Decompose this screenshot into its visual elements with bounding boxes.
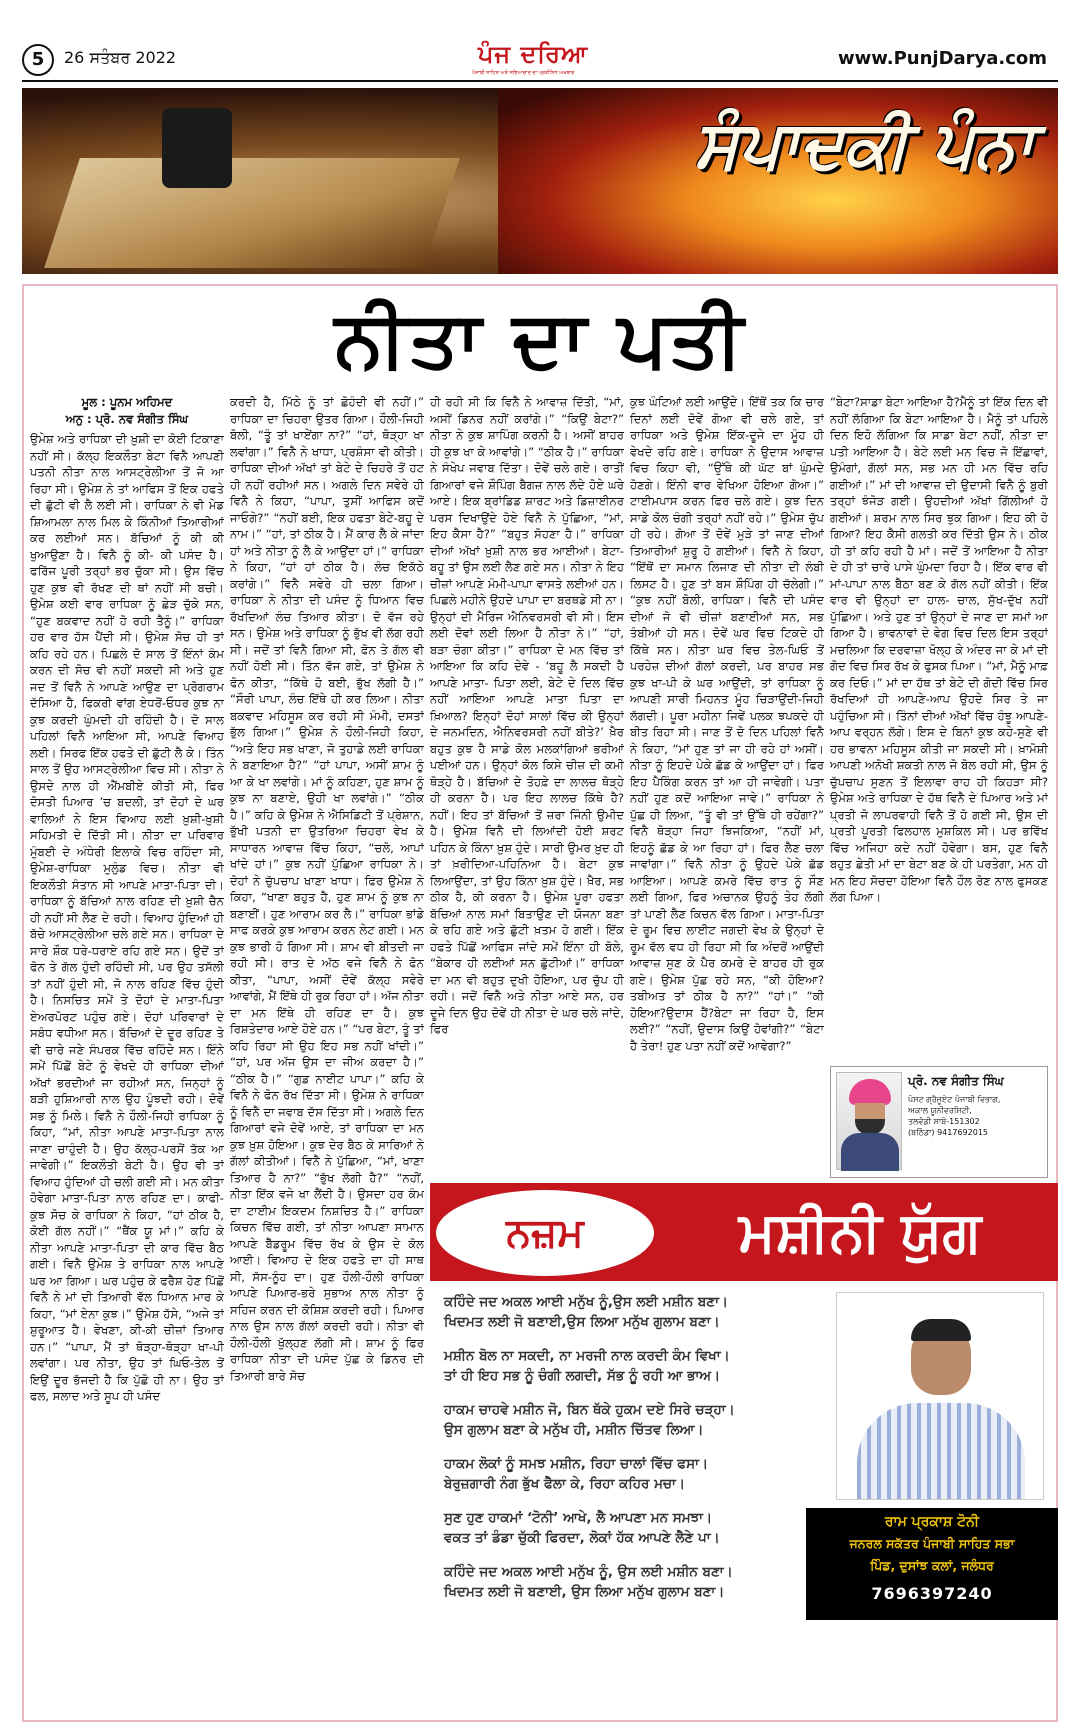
article-text: ਕਰਦੀ ਹੈ, ਮਿੱਠੇ ਨੂੰ ਤਾਂ ਛੋਹੰਦੀ ਵੀ ਨਹੀਂ।” ਰਾਧਿਕਾ ਦਾ ਚਿਹਰਾ ਉਤਰ ਗਿਆ। ਹੌਲੀ-ਜਿਹੀ ਬੋਲੀ, “ਤੂੰ ਤਾਂ ਖਾਏਂਗਾ ਨਾ?” “ਹਾਂ, ਥੋੜ੍ਹਾ ਖਾ ਲਵਾਂਗਾ।” ਵਿਨੈ ਨੇ ਖਾਧਾ, ਪ੍ਰਸ਼ੰਸਾ ਵੀ ਕੀਤੀ। ਰਾਧਿਕਾ ਦੀਆਂ ਅੱਖਾਂ ਤਾਂ ਬੇਟੇ ਦੇ ਚਿਹਰੇ ਤੋਂ ਹਟ ਹੀ ਨਹੀਂ ਰਹੀਆਂ ਸਨ। ਅਗਲੇ ਦਿਨ ਸਵੇਰੇ ਹੀ ਵਿਨੈ ਨੇ ਕਿਹਾ, “ਪਾਪਾ, ਤੁਸੀਂ ਆਫਿਸ ਕਦੋਂ ਜਾਓਗੇ?” “ਨਹੀਂ ਬਈ, ਇਕ ਹਫਤਾ ਬੇਟੇ-ਬਹੂ ਦੇ ਨਾਮ।” “ਹਾਂ, ਤਾਂ ਠੀਕ ਹੈ। ਮੈਂ ਕਾਰ ਲੈ ਕੇ ਜਾਂਦਾ ਹਾਂ ਅਤੇ ਨੀਤਾ ਨੂੰ ਲੈ ਕੇ ਆਉਂਦਾ ਹਾਂ।” ਰਾਧਿਕਾ ਨੇ ਕਿਹਾ, “ਹਾਂ ਹਾਂ ਠੀਕ ਹੈ। ਲੰਚ ਇਕੱਠੇ ਕਰਾਂਗੇ।” ਵਿਨੈ ਸਵੇਰੇ ਹੀ ਚਲਾ ਗਿਆ। ਰਾਧਿਕਾ ਨੇ ਨੀਤਾ ਦੀ ਪਸੰਦ ਨੂੰ ਧਿਆਨ ਵਿਚ ਰੱਖਦਿਆਂ ਲੰਚ ਤਿਆਰ ਕੀਤਾ। ਦੋ ਵੱਜ ਰਹੇ ਸਨ। ਉਮੇਸ਼ ਅਤੇ ਰਾਧਿਕਾ ਨੂੰ ਭੁੱਖ ਵੀ ਲੱਗ ਰਹੀ ਸੀ। ਜਦੋਂ ਤਾਂ ਵਿਨੈ ਗਿਆ ਸੀ, ਫੋਨ ਤੇ ਗੱਲ ਵੀ ਨਹੀਂ ਹੋਈ ਸੀ। ਤਿੰਨ ਵੱਜ ਗਏ, ਤਾਂ ਉਮੇਸ਼ ਨੇ ਫੋਨ ਕੀਤਾ, “ਕਿੱਥੇ ਹੋ ਬਈ, ਭੁੱਖ ਲੱਗੀ ਹੈ।” “ਸੌਰੀ ਪਾਪਾ, ਲੰਚ ਇੱਥੇ ਹੀ ਕਰ ਲਿਆ। ਨੀਤਾ ਬਕਵਾਦ ਮਹਿਸੂਸ ਕਰ ਰਹੀ ਸੀ ਮੰਮੀ, ਦਸਤਾਂ ਭੁੱਲ ਗਿਆ।” ਉਮੇਸ਼ ਨੇ ਹੌਲੀ-ਜਿਹੀ ਕਿਹਾ, “ਅਤੇ ਇਹ ਸਭ ਖਾਣਾ, ਜੋ ਤੁਹਾਡੇ ਲਈ ਰਾਧਿਕਾ ਨੇ ਬਣਾਇਆ ਹੈ?” “ਹਾਂ ਪਾਪਾ, ਅਸੀਂ ਸ਼ਾਮ ਨੂੰ ਆ ਕੇ ਖਾ ਲਵਾਂਗੇ। ਮਾਂ ਨੂੰ ਕਹਿਣਾ, ਹੁਣ ਸ਼ਾਮ ਨੂੰ ਕੁਝ ਨਾ ਬਣਾਏ, ਉਹੀ ਖਾ ਲਵਾਂਗੇ।” “ਠੀਕ ਹੈ।” ਕਹਿ ਕੇ ਉਮੇਸ਼ ਨੇ ਐਸਿਡਿਟੀ ਤੋਂ ਪ੍ਰੇਸ਼ਾਨ, ਭੁੱਖੀ ਪਤਨੀ ਦਾ ਉਤਰਿਆ ਚਿਹਰਾ ਵੇਖ ਕੇ ਸਾਧਾਰਨ ਆਵਾਜ਼ ਵਿੱਚ ਕਿਹਾ, “ਚਲੋ, ਆਪਾਂ ਖਾਂਦੇ ਹਾਂ।” ਕੁਝ ਨਹੀਂ ਪੁੱਛਿਆ ਰਾਧਿਕਾ ਨੇ। ਦੋਹਾਂ ਨੇ ਚੁੱਪਚਾਪ ਖਾਣਾ ਖਾਧਾ। ਫਿਰ ਉਮੇਸ਼ ਨੇ ਕਿਹਾ, “ਖਾਣਾ ਬਹੁਤ ਹੈ, ਹੁਣ ਸ਼ਾਮ ਨੂੰ ਕੁਝ ਨਾ ਬਣਾਈਂ। ਹੁਣ ਆਰਾਮ ਕਰ ਲੈ।” ਰਾਧਿਕਾ ਭਾਂਡੇ ਸਾਫ ਕਰਕੇ ਕੁਝ ਆਰਾਮ ਕਰਨ ਲੇਟ ਗਈ। ਮਨ ਕੁਝ ਭਾਰੀ ਹੋ ਗਿਆ ਸੀ। ਸ਼ਾਮ ਵੀ ਬੀਤਦੀ ਜਾ ਰਹੀ ਸੀ। ਰਾਤ ਦੇ ਅੱਠ ਵਜੇ ਵਿਨੈ ਨੇ ਫੋਨ ਕੀਤਾ, “ਪਾਪਾ, ਅਸੀਂ ਦੋਵੇਂ ਕੱਲ੍ਹ ਸਵੇਰੇ ਆਵਾਂਗੇ, ਮੈਂ ਇੱਥੇ ਹੀ ਰੁਕ ਰਿਹਾ ਹਾਂ। ਅੱਜ ਨੀਤਾ ਦਾ ਮਨ ਇੱਥੇ ਹੀ ਰਹਿਣ ਦਾ ਹੈ। ਕੁਝ ਰਿਸ਼ਤੇਦਾਰ ਆਏ ਹੋਏ ਹਨ।” “ਪਰ ਬੇਟਾ, ਤੂੰ ਤਾਂ ਕਹਿ ਰਿਹਾ ਸੀ ਉਹ ਇਹ ਸਭ ਨਹੀਂ ਖਾਂਦੀ।” “ਹਾਂ, ਪਰ ਅੱਜ ਉਸ ਦਾ ਜੀਅ ਕਰਦਾ ਹੈ।” “ਠੀਕ ਹੈ।” “ਗੁਡ ਨਾਈਟ ਪਾਪਾ।” ਕਹਿ ਕੇ ਵਿਨੈ ਨੇ ਫੋਨ ਰੱਖ ਦਿੱਤਾ ਸੀ। ਉਮੇਸ਼ ਨੇ ਰਾਧਿਕਾ ਨੂੰ ਵਿਨੈ ਦਾ ਜਵਾਬ ਦੱਸ ਦਿੱਤਾ ਸੀ। ਅਗਲੇ ਦਿਨ ਗਿਆਰਾਂ ਵਜੇ ਦੋਵੇਂ ਆਏ, ਤਾਂ ਰਾਧਿਕਾ ਦਾ ਮਨ ਕੁਝ ਖ਼ੁਸ਼ ਹੋਇਆ। ਕੁਝ ਦੇਰ ਬੈਠ ਕੇ ਸਾਰਿਆਂ ਨੇ ਗੱਲਾਂ ਕੀਤੀਆਂ। ਵਿਨੈ ਨੇ ਪੁੱਛਿਆ, “ਮਾਂ, ਖਾਣਾ ਤਿਆਰ ਹੈ ਨਾ?” “ਭੁੱਖ ਲੱਗੀ ਹੈ?” “ਨਹੀਂ, ਨੀਤਾ ਇੱਕ ਵਜੇ ਖਾ ਲੈਂਦੀ ਹੈ। ਉਸਦਾ ਹਰ ਕੰਮ ਦਾ ਟਾਈਮ ਇਕਦਮ ਨਿਸ਼ਚਿਤ ਹੈ।” ਰਾਧਿਕਾ ਕਿਚਨ ਵਿੱਚ ਗਈ, ਤਾਂ ਨੀਤਾ ਆਪਣਾ ਸਾਮਾਨ ਆਪਣੇ ਬੈੱਡਰੂਮ ਵਿੱਚ ਰੱਖ ਕੇ ਉਸ ਦੇ ਕੋਲ ਆਈ। ਵਿਆਹ ਦੇ ਇਕ ਹਫਤੇ ਦਾ ਹੀ ਸਾਥ ਸੀ, ਸੱਸ-ਨੂੰਹ ਦਾ। ਹੁਣ ਹੌਲੀ-ਹੌਲੀ ਰਾਧਿਕਾ ਆਪਣੇ ਪਿਆਰ-ਭਰੇ ਸੁਭਾਅ ਨਾਲ ਨੀਤਾ ਨੂੰ ਸਹਿਜ ਕਰਨ ਦੀ ਕੋਸ਼ਿਸ਼ ਕਰਦੀ ਰਹੀ। ਪਿਆਰ ਨਾਲ ਉਸ ਨਾਲ ਗੱਲਾਂ ਕਰਦੀ ਰਹੀ। ਨੀਤਾ ਵੀ ਹੌਲੀ-ਹੌਲੀ ਖੁੱਲ੍ਹਣ ਲੱਗੀ ਸੀ। ਸ਼ਾਮ ਨੂੰ ਫਿਰ ਰਾਧਿਕਾ ਨੀਤਾ ਦੀ ਪਸੰਦ ਪੁੱਛ ਕੇ ਡਿਨਰ ਦੀ ਤਿਆਰੀ ਬਾਰੇ ਸੋਚ (230, 395, 424, 1383)
poem-tag: ਨਜ਼ਮ (506, 1210, 584, 1256)
poem-line: ਮਸ਼ੀਨ ਬੋਲ ਨਾ ਸਕਦੀ, ਨਾ ਮਰਜੀ ਨਾਲ ਕਰਦੀ ਕੰਮ ਵਿਖਾ। (444, 1348, 730, 1364)
translator: ਅਨੁ : ਪ੍ਰੋ. ਨਵ ਸੰਗੀਤ ਸਿੰਘ (65, 411, 189, 426)
newspaper-tagline: ਪੰਜਾਬੀ ਸਾਹਿਤ ਅਤੇ ਸਭਿਆਚਾਰ ਦਾ ਪ੍ਰਤੀਨਿਧ ਅਖ਼ਬਾਰ (472, 70, 575, 76)
author-info (908, 1094, 1046, 1138)
poem-line: ਤਾਂ ਹੀ ਇਹ ਸਭ ਨੂੰ ਚੰਗੀ ਲਗਦੀ, ਸੱਭ ਨੂੰ ਰਹੀ ਆ ਭਾਅ। (444, 1368, 721, 1384)
poem-line: ਉਸ ਗੁਲਾਮ ਬਣਾ ਕੇ ਮਨੁੱਖ ਹੀ, ਮਸ਼ੀਨ ਚਿੱਤਵ ਲਿਆ। (444, 1422, 704, 1438)
article-column-4 (630, 394, 824, 1232)
shirt-shape (857, 1403, 1025, 1500)
poem-line: ਹਾਕਮ ਚਾਹਵੇ ਮਸ਼ੀਨ ਜੋ, ਬਿਨ ਥੱਕੇ ਹੁਕਮ ਦਏ ਸਿਰੇ ਚੜ੍ਹਾ। (444, 1402, 735, 1418)
poem-line: ਕਹਿੰਦੇ ਜਦ ਅਕਲ ਆਈ ਮਨੁੱਖ ਨੂੰ, ਉਸ ਲਈ ਮਸ਼ੀਨ ਬਣਾ। (444, 1564, 733, 1580)
coat-shape (841, 1133, 899, 1171)
byline (30, 394, 224, 427)
article-text: ਹੀ ਰਹੀ ਸੀ ਕਿ ਵਿਨੈ ਨੇ ਆਵਾਜ਼ ਦਿੱਤੀ, “ਮਾਂ, ਅਸੀਂ ਡਿਨਰ ਨਹੀਂ ਕਰਾਂਗੇ।” “ਕਿਉਂ ਬੇਟਾ?” ਨੀਤਾ ਨੇ ਕੁਝ ਸ਼ਾਪਿੰਗ ਕਰਨੀ ਹੈ। ਅਸੀਂ ਬਾਹਰ ਹੀ ਕੁਝ ਖਾ ਕੇ ਆਵਾਂਗੇ।” “ਠੀਕ ਹੈ।” ਰਾਧਿਕਾ ਨੇ ਸੰਖੇਪ ਜਵਾਬ ਦਿੱਤਾ। ਦੋਵੇਂ ਚਲੇ ਗਏ। ਰਾਤੀਂ ਗਿਆਰਾਂ ਵਜੇ ਸ਼ੌਪਿੰਗ ਬੈਗਜ਼ ਨਾਲ ਲੱਦੇ ਹੋਏ ਘਰੇ ਆਏ। ਇਕ ਬ੍ਰਾਂਡਿਡ ਸ਼ਾਰਟ ਅਤੇ ਡਿਜ਼ਾਈਨਰ ਪਰਸ ਦਿਖਾਉਂਦੇ ਹੋਏ ਵਿਨੈ ਨੇ ਪੁੱਛਿਆ, “ਮਾਂ, ਇਹ ਕੈਸਾ ਹੈ?” “ਬਹੁਤ ਸੋਹਣਾ ਹੈ।” ਰਾਧਿਕਾ ਦੀਆਂ ਅੱਖਾਂ ਖ਼ੁਸ਼ੀ ਨਾਲ ਭਰ ਆਈਆਂ। ਬੇਟਾ-ਬਹੂ ਤਾਂ ਉਸ ਲਈ ਲੈਣ ਗਏ ਸਨ। ਨੀਤਾ ਨੇ ਇਹ ਚੀਜ਼ਾਂ ਆਪਣੇ ਮੰਮੀ-ਪਾਪਾ ਵਾਸਤੇ ਲਈਆਂ ਹਨ। ਪਿਛਲੇ ਮਹੀਨੇ ਉਹਦੇ ਪਾਪਾ ਦਾ ਬਰਥਡੇ ਸੀ ਨਾ। ਉਨ੍ਹਾਂ ਦੀ ਮੈਰਿਜ ਐਨਿਵਰਸਰੀ ਵੀ ਸੀ। ਇਸ ਲਈ ਦੋਵਾਂ ਲਈ ਲਿਆ ਹੈ ਨੀਤਾ ਨੇ।” “ਹਾਂ, ਬੜਾ ਚੰਗਾ ਕੀਤਾ।” ਰਾਧਿਕਾ ਦੇ ਮਨ ਵਿੱਚ ਤਾਂ ਆਇਆ ਕਿ ਕਹਿ ਦੇਵੇ - ‘ਬਹੂ ਲੈ ਸਕਦੀ ਹੈ ਆਪਣੇ ਮਾਤਾ- ਪਿਤਾ ਲਈ, ਬੇਟੇ ਦੇ ਦਿਲ ਵਿੱਚ ਨਹੀਂ ਆਇਆ ਆਪਣੇ ਮਾਤਾ ਪਿਤਾ ਦਾ ਖ਼ਿਆਲ? ਇਨ੍ਹਾਂ ਦੋਹਾਂ ਸਾਲਾਂ ਵਿੱਚ ਕੀ ਉਨ੍ਹਾਂ ਦੇ ਜਨਮਦਿਨ, ਐਨਿਵਰਸਰੀ ਨਹੀਂ ਬੀਤੇ?’ ਖ਼ੈਰ ਬਹੁਤ ਕੁਝ ਹੈ ਸਾਡੇ ਕੋਲ ਮਲਕਾਂਗਿਆਂ ਭਰੀਆਂ ਪਈਆਂ ਹਨ। ਉਨ੍ਹਾਂ ਕੋਲ ਕਿਸੇ ਚੀਜ਼ ਦੀ ਕਮੀ ਥੋੜ੍ਹੇ ਹੈ। ਬੱਚਿਆਂ ਦੇ ਤੋਹਫ਼ੇ ਦਾ ਲਾਲਚ ਥੋੜ੍ਹੇ ਹੀ ਕਰਨਾ ਹੈ। ਪਰ ਇਹ ਲਾਲਚ ਕਿੱਥੇ ਹੈ? ਨਹੀਂ। ਇਹ ਤਾਂ ਬੱਚਿਆਂ ਤੋਂ ਜ਼ਰਾ ਜਿੰਨੀ ਉਮੀਦ ਹੈ। ਉਮੇਸ਼ ਵਿਨੈ ਦੀ ਲਿਆਂਦੀ ਹੋਈ ਸ਼ਰਟ ਪਹਿਨ ਕੇ ਕਿੰਨਾ ਖ਼ੁਸ਼ ਹੁੰਦੇ। ਸਾਰੀ ਉਮਰ ਖ਼ੁਦ ਹੀ ਤਾਂ ਖ਼ਰੀਦਿਆ-ਪਹਿਨਿਆ ਹੈ। ਬੇਟਾ ਕੁਝ ਲਿਆਉਂਦਾ, ਤਾਂ ਉਹ ਕਿੰਨਾ ਖ਼ੁਸ਼ ਹੁੰਦੇ। ਖ਼ੈਰ, ਸਭ ਠੀਕ ਹੈ, ਕੀ ਕਰਨਾ ਹੈ। ਉਮੇਸ਼ ਪੂਰਾ ਹਫਤਾ ਬੱਚਿਆਂ ਨਾਲ ਸਮਾਂ ਬਿਤਾਉਣ ਦੀ ਯੋਜਨਾ ਬਣਾ ਕੇ ਰਹਿ ਗਏ ਅਤੇ ਛੁੱਟੀ ਖ਼ਤਮ ਹੋ ਗਈ। ਇੱਕ ਹਫਤੇ ਪਿੱਛੋਂ ਆਫਿਸ ਜਾਂਦੇ ਸਮੇਂ ਇੰਨਾ ਹੀ ਬੋਲੇ, “ਬੇਕਾਰ ਹੀ ਲਈਆਂ ਸਨ ਛੁੱਟੀਆਂ।” ਰਾਧਿਕਾ ਦਾ ਮਨ ਵੀ ਬਹੁਤ ਦੁਖੀ ਹੋਇਆ, ਪਰ ਚੁੱਪ ਹੀ ਰਹੀ। ਜਦੋਂ ਵਿਨੈ ਅਤੇ ਨੀਤਾ ਆਏ ਸਨ, ਹਰ ਦੂਜੇ ਦਿਨ ਉਹ ਦੋਵੇਂ ਹੀ ਨੀਤਾ ਦੇ ਘਰ ਚਲੇ ਜਾਂਦੇ, ਫਿਰ (430, 395, 624, 1036)
article-text: ਉਮੇਸ਼ ਅਤੇ ਰਾਧਿਕਾ ਦੀ ਖ਼ੁਸ਼ੀ ਦਾ ਕੋਈ ਟਿਕਾਣਾ ਨਹੀਂ ਸੀ। ਕੱਲ੍ਹ ਇਕਲੌਤਾ ਬੇਟਾ ਵਿਨੈ ਆਪਣੀ ਪਤਨੀ ਨੀਤਾ ਨਾਲ ਆਸਟ੍ਰੇਲੀਆ ਤੋਂ ਜੋ ਆ ਰਿਹਾ ਸੀ। ਉਮੇਸ਼ ਨੇ ਤਾਂ ਆਫਿਸ ਤੋਂ ਇਕ ਹਫਤੇ ਦੀ ਛੁੱਟੀ ਵੀ ਲੈ ਲਈ ਸੀ। ਰਾਧਿਕਾ ਨੇ ਵੀ ਮੇਡ ਸ਼ਿਆਮਲਾ ਨਾਲ ਮਿਲ ਕੇ ਕਿੰਨੀਆਂ ਤਿਆਰੀਆਂ ਕਰ ਲਈਆਂ ਸਨ। ਬੱਚਿਆਂ ਨੂੰ ਕੀ ਕੀ ਖੁਆਉਣਾ ਹੈ। ਵਿਨੈ ਨੂੰ ਕੀ- ਕੀ ਪਸੰਦ ਹੈ। ਫਰਿੱਜ ਪੂਰੀ ਤਰ੍ਹਾਂ ਭਰ ਚੁੱਕਾ ਸੀ। ਉਸ ਵਿੱਚ ਹੁਣ ਕੁਝ ਵੀ ਰੱਖਣ ਦੀ ਥਾਂ ਨਹੀਂ ਸੀ ਬਚੀ। ਉਮੇਸ਼ ਕਈ ਵਾਰ ਰਾਧਿਕਾ ਨੂੰ ਛੇੜ ਚੁੱਕੇ ਸਨ, “ਹੁਣ ਬਕਵਾਦ ਨਹੀਂ ਹੋ ਰਹੀ ਤੈਨੂੰ।” ਰਾਧਿਕਾ ਹਰ ਵਾਰ ਹੱਸ ਪੈਂਦੀ ਸੀ। ਉਮੇਸ਼ ਸੋਚ ਹੀ ਤਾਂ ਕਹਿ ਰਹੇ ਹਨ। ਪਿਛਲੇ ਦੋ ਸਾਲ ਤੋਂ ਇੰਨਾਂ ਕੰਮ ਕਰਨ ਦੀ ਸੋਚ ਵੀ ਨਹੀਂ ਸਕਦੀ ਸੀ ਅਤੇ ਹੁਣ ਜਦ ਤੋਂ ਵਿਨੈ ਨੇ ਆਪਣੇ ਆਉਣ ਦਾ ਪ੍ਰੋਗਰਾਮ ਦੱਸਿਆ ਹੈ, ਫਿਕਰੀ ਵਾਂਗ ਏਧਰੋਂ-ਓਧਰ ਕੁਝ ਨਾ ਕੁਝ ਕਰਦੀ ਘੁੰਮਦੀ ਹੀ ਰਹਿੰਦੀ ਹੈ। ਦੋ ਸਾਲ ਪਹਿਲਾਂ ਵਿਨੈ ਆਇਆ ਸੀ, ਆਪਣੇ ਵਿਆਹ ਲਈ। ਸਿਰਫ ਇੱਕ ਹਫਤੇ ਦੀ ਛੁੱਟੀ ਲੈ ਕੇ। ਤਿੰਨ ਸਾਲ ਤੋਂ ਉਹ ਆਸਟ੍ਰੇਲੀਆ ਵਿਚ ਸੀ। ਨੀਤਾ ਨੇ ਉਸਦੇ ਨਾਲ ਹੀ ਐੱਮਬੀਏ ਕੀਤੀ ਸੀ, ਫਿਰ ਦੋਸਤੀ ਪਿਆਰ ’ਚ ਬਦਲੀ, ਤਾਂ ਦੋਹਾਂ ਦੇ ਘਰ ਵਾਲਿਆਂ ਨੇ ਇਸ ਵਿਆਹ ਲਈ ਖ਼ੁਸ਼ੀ-ਖ਼ੁਸ਼ੀ ਸਹਿਮਤੀ ਦੇ ਦਿੱਤੀ ਸੀ। ਨੀਤਾ ਦਾ ਪਰਿਵਾਰ ਮੁੰਬਈ ਦੇ ਅੰਧੇਰੀ ਇਲਾਕੇ ਵਿਚ ਰਹਿੰਦਾ ਸੀ, ਉਮੇਸ਼-ਰਾਧਿਕਾ ਮੁਲੁੰਡ ਵਿਚ। ਨੀਤਾ ਵੀ ਇਕਲੌਤੀ ਸੰਤਾਨ ਸੀ ਆਪਣੇ ਮਾਤਾ-ਪਿਤਾ ਦੀ। ਰਾਧਿਕਾ ਨੂੰ ਬੱਚਿਆਂ ਨਾਲ ਰਹਿਣ ਦੀ ਖ਼ੁਸ਼ੀ ਚੈਨ ਹੀ ਨਹੀਂ ਸੀ ਲੈਣ ਦੇ ਰਹੀ। ਵਿਆਹ ਹੁੰਦਿਆਂ ਹੀ ਬੱਚੇ ਆਸਟ੍ਰੇਲੀਆ ਚਲੇ ਗਏ ਸਨ। ਰਾਧਿਕਾ ਦੇ ਸਾਰੇ ਸ਼ੌਕ ਧਰੇ-ਧਰਾਏ ਰਹਿ ਗਏ ਸਨ। ਉਦੋਂ ਤਾਂ ਫੋਨ ਤੇ ਗੱਲ ਹੁੰਦੀ ਰਹਿੰਦੀ ਸੀ, ਪਰ ਉਹ ਤਸੱਲੀ ਤਾਂ ਨਹੀਂ ਹੁੰਦੀ ਸੀ, ਜੋ ਨਾਲ ਰਹਿਣ ਵਿੱਚ ਹੁੰਦੀ ਹੈ। ਨਿਸਚਿਤ ਸਮੇਂ ਤੇ ਦੋਹਾਂ ਦੇ ਮਾਤਾ-ਪਿਤਾ ਏਅਰਪੋਰਟ ਪਹੁੰਚ ਗਏ। ਦੋਹਾਂ ਪਰਿਵਾਰਾਂ ਦੇ ਸਬੰਧ ਵਧੀਆ ਸਨ। ਬੱਚਿਆਂ ਦੇ ਦੂਰ ਰਹਿਣ ਤੇ ਵੀ ਚਾਰੇ ਜਣੇ ਸੰਪਰਕ ਵਿੱਚ ਰਹਿੰਦੇ ਸਨ। ਇੰਨੇ ਸਮੇਂ ਪਿੱਛੋਂ ਬੇਟੇ ਨੂੰ ਵੇਖਦੇ ਹੀ ਰਾਧਿਕਾ ਦੀਆਂ ਅੱਖਾਂ ਭਰਦੀਆਂ ਜਾ ਰਹੀਆਂ ਸਨ, ਜਿਨ੍ਹਾਂ ਨੂੰ ਬੜੀ ਹੁਸ਼ਿਆਰੀ ਨਾਲ ਉਹ ਪੂੰਝਦੀ ਰਹੀ। ਦੋਵੇਂ ਸਭ ਨੂੰ ਮਿਲੇ। ਵਿਨੈ ਨੇ ਹੌਲੀ-ਜਿਹੀ ਰਾਧਿਕਾ ਨੂੰ ਕਿਹਾ, “ਮਾਂ, ਨੀਤਾ ਆਪਣੇ ਮਾਤਾ-ਪਿਤਾ ਨਾਲ ਜਾਣਾ ਚਾਹੁੰਦੀ ਹੈ। ਉਹ ਕੱਲ੍ਹ-ਪਰਸੋਂ ਤੱਕ ਆ ਜਾਵੇਗੀ।” ਇਕਲੌਤੀ ਬੇਟੀ ਹੈ। ਉਹ ਵੀ ਤਾਂ ਵਿਆਹ ਹੁੰਦਿਆਂ ਹੀ ਚਲੀ ਗਈ ਸੀ। ਮਨ ਕੀਤਾ ਹੋਵੇਗਾ ਮਾਤਾ-ਪਿਤਾ ਨਾਲ ਰਹਿਣ ਦਾ। ਕਾਫੀ-ਕੁਝ ਸੋਚ ਕੇ ਰਾਧਿਕਾ ਨੇ ਕਿਹਾ, “ਹਾਂ ਠੀਕ ਹੈ, ਕੋਈ ਗੱਲ ਨਹੀਂ।” “ਥੈਂਕ ਯੂ ਮਾਂ।” ਕਹਿ ਕੇ ਨੀਤਾ ਆਪਣੇ ਮਾਤਾ-ਪਿਤਾ ਦੀ ਕਾਰ ਵਿੱਚ ਬੈਠ ਗਈ। ਵਿਨੈ ਉਮੇਸ਼ ਤੇ ਰਾਧਿਕਾ ਨਾਲ ਆਪਣੇ ਘਰ ਆ ਗਿਆ। ਘਰ ਪਹੁੰਚ ਕੇ ਫਰੈਸ਼ ਹੋਣ ਪਿੱਛੋਂ ਵਿਨੈ ਨੇ ਮਾਂ ਦੀ ਤਿਆਰੀ ਵੱਲ ਧਿਆਨ ਮਾਰ ਕੇ ਕਿਹਾ, “ਮਾਂ ਏਨਾ ਕੁਝ।” ਉਮੇਸ਼ ਹੱਸੇ, “ਅਜੇ ਤਾਂ ਸ਼ੁਰੂਆਤ ਹੈ। ਵੇਖਣਾ, ਕੀ-ਕੀ ਚੀਜ਼ਾਂ ਤਿਆਰ ਹਨ।” “ਪਾਪਾ, ਮੈਂ ਤਾਂ ਥੋੜ੍ਹਾ-ਥੋੜ੍ਹਾ ਖਾ-ਪੀ ਲਵਾਂਗਾ। ਪਰ ਨੀਤਾ, ਉਹ ਤਾਂ ਘਿਓ-ਤੇਲ ਤੋਂ ਇਉਂ ਦੂਰ ਭੱਜਦੀ ਹੈ ਕਿ ਪੁੱਛੋ ਹੀ ਨਾ। ਉਹ ਤਾਂ ਫਲ, ਸਲਾਦ ਅਤੇ ਸੂਪ ਹੀ ਪਸੰਦ (30, 432, 224, 1403)
article-column-1 (30, 394, 224, 1716)
issue-date: 26 ਸਤੰਬਰ 2022 (64, 48, 177, 67)
editorial-banner (22, 88, 1058, 274)
poem-stanza (444, 1346, 820, 1386)
poem-stanza (444, 1562, 820, 1602)
header-rule (22, 80, 1058, 82)
article-text: “ਬੇਟਾ?ਸਾਡਾ ਬੇਟਾ ਆਇਆ ਹੈ?ਮੈਨੂੰ ਤਾਂ ਇੱਕ ਦਿਨ ਵੀ ਨਹੀਂ ਲੱਗਿਆ ਕਿ ਬੇਟਾ ਆਇਆ ਹੈ। ਮੈਨੂੰ ਤਾਂ ਪਹਿਲੇ ਦਿਨ ਇਹੋ ਲੱਗਿਆ ਕਿ ਸਾਡਾ ਬੇਟਾ ਨਹੀਂ, ਨੀਤਾ ਦਾ ਪਤੀ ਆਇਆ ਹੈ। ਬੇਟੇ ਲਈ ਮਨ ਵਿਚ ਜੋ ਇੱਛਾਵਾਂ, ਉਮੰਗਾਂ, ਗੱਲਾਂ ਸਨ, ਸਭ ਮਨ ਹੀ ਮਨ ਵਿੱਚ ਰਹਿ ਗਈਆਂ।” ਮਾਂ ਦੀ ਆਵਾਜ਼ ਦੀ ਉਦਾਸੀ ਵਿਨੈ ਨੂੰ ਬੁਰੀ ਤਰ੍ਹਾਂ ਝੰਜੋੜ ਗਈ। ਉਹਦੀਆਂ ਅੱਖਾਂ ਗਿੱਲੀਆਂ ਹੋ ਗਈਆਂ। ਸ਼ਰਮ ਨਾਲ ਸਿਰ ਝੁਕ ਗਿਆ। ਇਹ ਕੀ ਹੋ ਗਿਆ? ਇਹ ਕੈਸੀ ਗਲਤੀ ਕਰ ਦਿੱਤੀ ਉਸ ਨੇ। ਠੀਕ ਹੀ ਤਾਂ ਕਹਿ ਰਹੀ ਹੈ ਮਾਂ। ਜਦੋਂ ਤੋਂ ਆਇਆ ਹੈ ਨੀਤਾ ਦੇ ਹੀ ਤਾਂ ਚਾਰੇ ਪਾਸੇ ਘੁੰਮਦਾ ਰਿਹਾ ਹੈ। ਇੱਕ ਵਾਰ ਵੀ ਮਾਂ-ਪਾਪਾ ਨਾਲ ਬੈਠਾ ਬਣ ਕੇ ਗੱਲ ਨਹੀਂ ਕੀਤੀ। ਇੱਕ ਵਾਰ ਵੀ ਉਨ੍ਹਾਂ ਦਾ ਹਾਲ- ਚਾਲ, ਸੁੱਖ-ਦੁੱਖ ਨਹੀਂ ਪੁੱਛਿਆ। ਅਤੇ ਹੁਣ ਤਾਂ ਉਨ੍ਹਾਂ ਦੇ ਜਾਣ ਦਾ ਸਮਾਂ ਆ ਗਿਆ ਹੈ। ਭਾਵਨਾਵਾਂ ਦੇ ਵੇਗ ਵਿਚ ਦਿਲ ਇਸ ਤਰ੍ਹਾਂ ਮਚਲਿਆ ਕਿ ਦਰਵਾਜ਼ਾ ਖੋਲ੍ਹ ਕੇ ਅੰਦਰ ਜਾ ਕੇ ਮਾਂ ਦੀ ਗੋਦ ਵਿਚ ਸਿਰ ਰੱਖ ਕੇ ਫੁਸਕ ਪਿਆ। “ਮਾਂ, ਮੈਨੂੰ ਮਾਫ਼ ਕਰ ਦਿਓ।” ਮਾਂ ਦਾ ਹੱਥ ਤਾਂ ਬੇਟੇ ਦੀ ਗੋਦੀ ਵਿੱਚ ਸਿਰ ਰੱਖਦਿਆਂ ਹੀ ਆਪਣੇ-ਆਪ ਉਹਦੇ ਸਿਰ ਤੇ ਜਾ ਪਹੁੰਚਿਆ ਸੀ। ਤਿੰਨਾਂ ਦੀਆਂ ਅੱਖਾਂ ਵਿੱਚ ਹੰਝੂ ਆਪਣੇ-ਆਪ ਵਰ੍ਹਨ ਲੱਗੇ। ਇਸ ਦੇ ਬਿਨਾਂ ਕੁਝ ਕਹੇ-ਸੁਣੇ ਵੀ ਹਰ ਭਾਵਨਾ ਮਹਿਸੂਸ ਕੀਤੀ ਜਾ ਸਕਦੀ ਸੀ। ਖ਼ਾਮੋਸ਼ੀ ਆਪਣੀ ਅਨੋਖੀ ਸ਼ਕਤੀ ਨਾਲ ਜੋ ਬੋਲ ਰਹੀ ਸੀ, ਉਸ ਨੂੰ ਚੁੱਪਚਾਪ ਸੁਣਨ ਤੋਂ ਇਲਾਵਾ ਰਾਹ ਹੀ ਕਿਹੜਾ ਸੀ? ਉਮੇਸ਼ ਅਤੇ ਰਾਧਿਕਾ ਦੇ ਹੱਥ ਵਿਨੈ ਦੇ ਪਿਆਰ ਅਤੇ ਮਾਂ ਪ੍ਰਤੀ ਜੋ ਲਾਪਰਵਾਹੀ ਵਿਨੈ ਤੋਂ ਹੋ ਗਈ ਸੀ, ਉਸ ਦੀ ਪ੍ਰਤੀ ਪੂਰਤੀ ਫਿਲਹਾਲ ਮੁਸ਼ਕਿਲ ਸੀ। ਪਰ ਭਵਿੱਖ ਵਿੱਚ ਅਜਿਹਾ ਕਦੇ ਨਹੀਂ ਹੋਵੇਗਾ। ਬਸ, ਹੁਣ ਵਿਨੈ ਬਹੁਤ ਛੇਤੀ ਮਾਂ ਦਾ ਬੇਟਾ ਬਣ ਕੇ ਹੀ ਪਰਤੇਗਾ, ਮਨ ਹੀ ਮਨ ਇਹ ਸੋਚਦਾ ਹੋਇਆ ਵਿਨੈ ਹੌਲ ਰੋਣ ਨਾਲ ਫੁਸਕਣ ਲੱਗ ਪਿਆ। (830, 395, 1048, 904)
poet-address: ਪਿੰਡ, ਦੁਸਾਂਝ ਕਲਾਂ, ਜਲੰਧਰ (870, 1558, 994, 1573)
poem-line: ਬੇਰੁਜ਼ਗਾਰੀ ਨੰਗ ਭੁੱਖ ਫੈਲਾ ਕੇ, ਰਿਹਾ ਕਹਿਰ ਮਚਾ। (444, 1476, 686, 1492)
poem-stanza (444, 1292, 820, 1332)
banner-title: ਸੰਪਾਦਕੀ ਪੰਨਾ (694, 106, 1034, 183)
page-number: 5 (22, 44, 54, 76)
article-headline: ਨੀਤਾ ਦਾ ਪਤੀ (334, 295, 746, 385)
poem-line: ਸੁਣ ਹੁਣ ਹਾਕਮਾਂ ‘ਟੋਨੀ’ ਆਖੇ, ਲੈ ਆਪਣਾ ਮਨ ਸਮਝਾ। (444, 1510, 713, 1526)
hair-shape (911, 1319, 971, 1341)
website-link[interactable]: www.PunjDarya.com (838, 48, 1048, 69)
poet-designation: ਜਨਰਲ ਸਕੱਤਰ ਪੰਜਾਬੀ ਸਾਹਿਤ ਸਭਾ (849, 1536, 1015, 1551)
poem-line: ਵਕਤ ਤਾਂ ਡੰਡਾ ਚੁੱਕੀ ਫਿਰਦਾ, ਲੋਕਾਂ ਹੱਕ ਆਪਣੇ ਲੈਣੇ ਪਾ। (444, 1530, 720, 1546)
author-photo (836, 1072, 902, 1170)
turban-shape (849, 1079, 891, 1105)
inkpot-image (162, 108, 232, 188)
poem-line: ਖਿਦਮਤ ਲਈ ਜੋ ਬਣਾਈ,ਉਸ ਲਿਆ ਮਨੁੱਖ ਗੁਲਾਮ ਬਣਾ। (444, 1314, 720, 1330)
poem-line: ਹਾਕਮ ਲੋਕਾਂ ਨੂੰ ਸਮਝ ਮਸ਼ੀਨ, ਰਿਹਾ ਚਾਲਾਂ ਵਿੱਚ ਫਸਾ। (444, 1456, 709, 1472)
poet-name: ਰਾਮ ਪ੍ਰਕਾਸ਼ ਟੋਨੀ (884, 1514, 980, 1530)
article-column-2 (230, 394, 424, 1716)
author-name: ਪ੍ਰੋ. ਨਵ ਸੰਗੀਤ ਸਿੰਘ (908, 1074, 1004, 1088)
poem-title: ਮਸ਼ੀਨੀ ਯੁੱਗ (738, 1200, 982, 1265)
original-author: ਮੂਲ : ਪੂਨਮ ਅਹਿਮਦ (81, 395, 173, 409)
poem-body (444, 1292, 820, 1616)
author-university: ਅਕਾਲ ਯੂਨੀਵਰਸਿਟੀ, (908, 1106, 972, 1115)
poem-line: ਖਿਦਮਤ ਲਈ ਜੋ ਬਣਾਈ, ਉਸ ਲਿਆ ਮਨੁੱਖ ਗੁਲਾਮ ਬਣਾ। (444, 1584, 725, 1600)
poem-stanza (444, 1454, 820, 1494)
poem-stanza (444, 1508, 820, 1548)
poet-phone: 7696397240 (871, 1584, 993, 1603)
article-column-5 (830, 394, 1048, 1062)
author-dept: ਪੋਸਟ ਗ੍ਰੈਜੂਏਟ ਪੰਜਾਬੀ ਵਿਭਾਗ, (908, 1095, 1001, 1104)
open-book-image (44, 158, 460, 268)
article-column-3 (430, 394, 624, 1252)
newspaper-logo[interactable]: ਪੰਜ ਦਰਿਆ (478, 40, 589, 68)
article-text: ਕੁਝ ਘੰਟਿਆਂ ਲਈ ਆਉਂਦੇ। ਇੱਥੋਂ ਤਕ ਕਿ ਚਾਰ ਦਿਨਾਂ ਲਈ ਦੋਵੇਂ ਗੋਆ ਵੀ ਚਲੇ ਗਏ, ਤਾਂ ਰਾਧਿਕਾ ਅਤੇ ਉਮੇਸ਼ ਇੱਕ-ਦੂਜੇ ਦਾ ਮੂੰਹ ਹੀ ਵੇਖਦੇ ਰਹਿ ਗਏ। ਰਾਧਿਕਾ ਨੇ ਉਦਾਸ ਆਵਾਜ਼ ਵਿਚ ਕਿਹਾ ਵੀ, “ਉੱਥੇ ਕੀ ਘੱਟ ਬਾਂ ਘੁੰਮਦੇ ਹੋਣਗੇ। ਇੰਨੀ ਵਾਰ ਵੇਖਿਆ ਹੋਇਆ ਗੋਆ।” ਟਾਈਮਪਾਸ ਕਰਨ ਫਿਰ ਚਲੇ ਗਏ। ਕੁਝ ਦਿਨ ਸਾਡੇ ਕੋਲ ਚੰਗੀ ਤਰ੍ਹਾਂ ਨਹੀਂ ਰਹੇ।” ਉਮੇਸ਼ ਚੁੱਪ ਹੀ ਰਹੇ। ਗੋਆ ਤੋਂ ਦੋਵੇਂ ਮੁੜੇ ਤਾਂ ਜਾਣ ਦੀਆਂ ਤਿਆਰੀਆਂ ਸ਼ੁਰੂ ਹੋ ਗਈਆਂ। ਵਿਨੈ ਨੇ ਕਿਹਾ, “ਇੱਥੋਂ ਦਾ ਸਮਾਨ ਲਿਜਾਣ ਦੀ ਨੀਤਾ ਦੀ ਲੰਬੀ ਲਿਸਟ ਹੈ। ਹੁਣ ਤਾਂ ਬਸ ਸ਼ੌਪਿੰਗ ਹੀ ਚੱਲੇਗੀ।” “ਕੁਝ ਨਹੀਂ ਬੋਲੀ, ਰਾਧਿਕਾ। ਵਿਨੈ ਦੀ ਪਸੰਦ ਦੀਆਂ ਜੋ ਵੀ ਚੀਜ਼ਾਂ ਬਣਾਈਆਂ ਸਨ, ਸਭ ਤੰਬੀਆਂ ਹੀ ਸਨ। ਦੋਵੇਂ ਘਰ ਵਿਚ ਟਿਕਦੇ ਹੀ ਕਿੱਥੇ ਸਨ। ਨੀਤਾ ਘਰ ਵਿਚ ਤੇਲ-ਘਿਓ ਤੋਂ ਪਰਹੇਜ਼ ਦੀਆਂ ਗੱਲਾਂ ਕਰਦੀ, ਪਰ ਬਾਹਰ ਸਭ ਕੁਝ ਖਾ-ਪੀ ਕੇ ਘਰ ਆਉਂਦੀ, ਤਾਂ ਰਾਧਿਕਾ ਨੂੰ ਆਪਣੀ ਸਾਰੀ ਮਿਹਨਤ ਮੂੰਹ ਚਿੜਾਉਂਦੀ-ਜਿਹੀ ਲੱਗਦੀ। ਪੂਰਾ ਮਹੀਨਾ ਜਿਵੇਂ ਪਲਕ ਝਪਕਦੇ ਹੀ ਬੀਤ ਰਿਹਾ ਸੀ। ਜਾਣ ਤੋਂ ਦੋ ਦਿਨ ਪਹਿਲਾਂ ਵਿਨੈ ਨੇ ਕਿਹਾ, “ਮਾਂ ਹੁਣ ਤਾਂ ਜਾ ਹੀ ਰਹੇ ਹਾਂ ਅਸੀਂ। ਨੀਤਾ ਨੂੰ ਇਹਦੇ ਪੇਕੇ ਛੱਡ ਕੇ ਆਉਂਦਾ ਹਾਂ। ਫਿਰ ਇਹ ਪੈਕਿੰਗ ਕਰਨ ਤਾਂ ਆ ਹੀ ਜਾਵੇਗੀ। ਪਤਾ ਨਹੀਂ ਹੁਣ ਕਦੋਂ ਆਇਆ ਜਾਵੇ।” ਰਾਧਿਕਾ ਨੇ ਪੁੱਛ ਹੀ ਲਿਆ, “ਤੂੰ ਵੀ ਤਾਂ ਉੱਥੇ ਹੀ ਰਹੇਂਗਾ?” ਵਿਨੈ ਥੋੜ੍ਹਾ ਜਿਹਾ ਝਿਜਕਿਆ, “ਨਹੀਂ ਮਾਂ, ਇਹਨੂੰ ਛੱਡ ਕੇ ਆ ਰਿਹਾ ਹਾਂ। ਫਿਰ ਲੈਣ ਚਲਾ ਜਾਵਾਂਗਾ।” ਵਿਨੈ ਨੀਤਾ ਨੂੰ ਉਹਦੇ ਪੇਕੇ ਛੱਡ ਆਇਆ। ਆਪਣੇ ਕਮਰੇ ਵਿੱਚ ਰਾਤ ਨੂੰ ਸੌਣ ਲਈ ਗਿਆ, ਫਿਰ ਅਚਾਨਕ ਉਹਨੂੰ ਤੇਹ ਲੱਗੀ ਤਾਂ ਪਾਣੀ ਲੈਣ ਕਿਚਨ ਵੱਲ ਗਿਆ। ਮਾਤਾ-ਪਿਤਾ ਦੇ ਰੂਮ ਵਿਚ ਲਾਈਟ ਜਗਦੀ ਵੇਖ ਕੇ ਉਨ੍ਹਾਂ ਦੇ ਰੂਮ ਵੱਲ ਵਧ ਹੀ ਰਿਹਾ ਸੀ ਕਿ ਅੰਦਰੋਂ ਆਉਂਦੀ ਆਵਾਜ਼ ਸੁਣ ਕੇ ਪੈਰ ਕਮਰੇ ਦੇ ਬਾਹਰ ਹੀ ਰੁਕ ਗਏ। ਉਮੇਸ਼ ਪੁੱਛ ਰਹੇ ਸਨ, “ਕੀ ਹੋਇਆ?ਤਬੀਅਤ ਤਾਂ ਠੀਕ ਹੈ ਨਾ?” “ਹਾਂ।” “ਕੀ ਹੋਇਆ?ਉਦਾਸ ਹੈਂ?ਬੇਟਾ ਜਾ ਰਿਹਾ ਹੈ, ਇਸ ਲਈ?” “ਨਹੀਂ, ਉਦਾਸ ਕਿਉਂ ਹੋਵਾਂਗੀ?” “ਬੇਟਾ ਹੈ ਤੇਰਾ! ਹੁਣ ਪਤਾ ਨਹੀਂ ਕਦੋਂ ਆਵੇਗਾ?” (630, 395, 824, 1053)
author-phone: (ਬਠਿੰਡਾ) 9417692015 (908, 1128, 988, 1137)
poem-line: ਕਹਿੰਦੇ ਜਦ ਅਕਲ ਆਈ ਮਨੁੱਖ ਨੂੰ,ਉਸ ਲਈ ਮਸ਼ੀਨ ਬਣਾ। (444, 1294, 729, 1310)
poem-stanza (444, 1400, 820, 1440)
author-address: ਤਲਵੰਡੀ ਸਾਬੋ-151302 (908, 1117, 980, 1126)
poet-photo (836, 1292, 1044, 1500)
